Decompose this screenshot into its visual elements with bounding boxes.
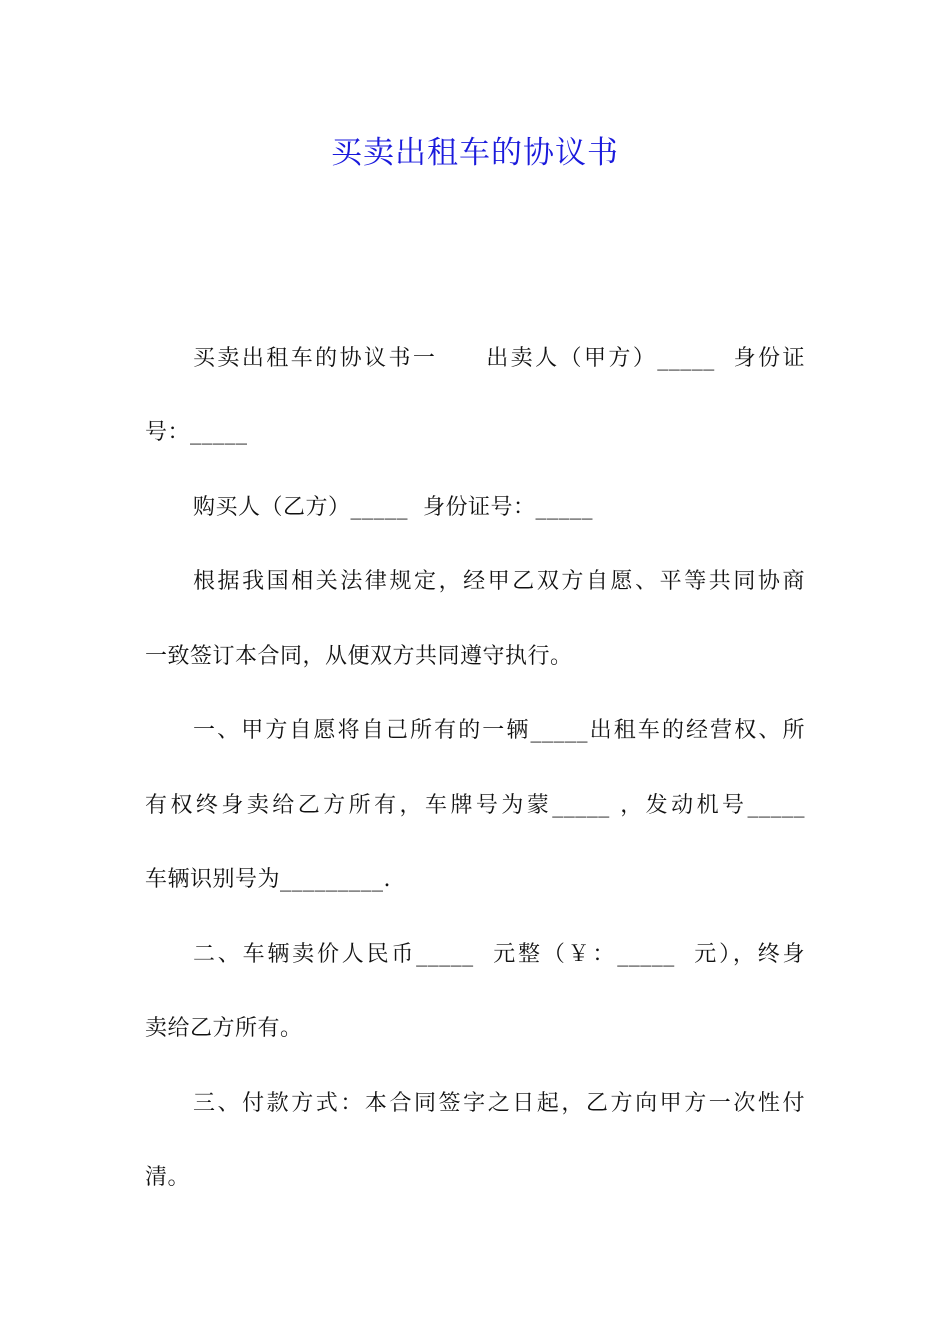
paragraph-line: 卖给乙方所有。 <box>145 1016 303 1041</box>
paragraph-line: 购买人（乙方）_____ 身份证号：_____ <box>193 495 593 520</box>
paragraph-line: 清。 <box>145 1165 191 1190</box>
paragraph-line: 一、甲方自愿将自己所有的一辆_____出租车的经营权、所 <box>193 718 805 743</box>
document-title: 买卖出租车的协议书 <box>331 135 619 171</box>
paragraph-line: 三、付款方式：本合同签字之日起，乙方向甲方一次性付 <box>193 1091 805 1116</box>
paragraph-line: 车辆识别号为_________. <box>145 867 391 892</box>
paragraph-line: 根据我国相关法律规定，经甲乙双方自愿、平等共同协商 <box>193 569 805 594</box>
paragraph-line: 二、车辆卖价人民币_____ 元整（￥：_____ 元），终身 <box>193 942 805 967</box>
paragraph-line: 买卖出租车的协议书一 出卖人（甲方）_____ 身份证 <box>193 346 805 371</box>
paragraph-line: 一致签订本合同，从便双方共同遵守执行。 <box>145 644 573 669</box>
paragraph-line: 有权终身卖给乙方所有，车牌号为蒙_____ ，发动机号_____ <box>145 793 805 818</box>
paragraph-line: 号：_____ <box>145 420 248 445</box>
